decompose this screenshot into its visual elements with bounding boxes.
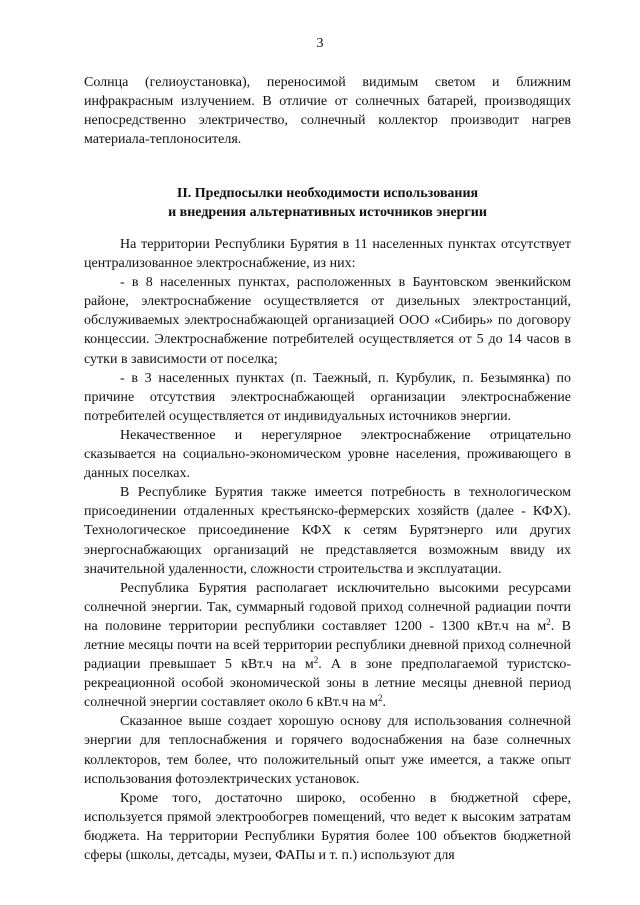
- paragraph: На территории Республики Бурятия в 11 населенных пунктах отсутствует централизованное электроснабжение, из них:: [84, 237, 571, 272]
- solar-text-part-1: Республика Бурятия располагает исключительно высокими ресурсами солнечной энергии. Так, суммарный годовой приход солнечной радиации почти на половине территории республики составляет 1200 - 1300 кВт.ч на м: [84, 580, 571, 634]
- solar-text-part-2: . В летние месяцы почти на всей территории республики дневной приход солнечной радиации превышает 5 кВт.ч на м: [84, 618, 571, 673]
- body-block: [84, 235, 571, 865]
- section-heading: [84, 184, 571, 222]
- solar-paragraph: [84, 579, 571, 713]
- paragraph: Кроме того, достаточно широко, особенно в бюджетной сфере, используется прямой электрообогрев помещений, что ведет к высоким затратам бюджета. На территории Республики Бурятия более 100 объектов бюджетной сферы (школы, детсады, музеи, ФАПы и т. п.) используют для: [84, 790, 571, 863]
- intro-paragraph: Солнца (гелиоустановка), переносимой видимым светом и ближним инфракрасным излучением. В отличие от солнечных батарей, производящих непосредственно электричество, солнечный коллектор производит нагрев материала-теплоносителя.: [84, 75, 571, 148]
- solar-text-part-4: .: [382, 695, 387, 711]
- superscript: 2: [378, 693, 383, 704]
- paragraph: В Республике Бурятия также имеется потребность в технологическом присоединении отдаленных крестьянско-фермерских хозяйств (далее - КФХ). Технологическое присоединение КФХ к сетям Бурятэнерго или других энергоснабжающих организаций не представляется возможным ввиду их значительной удаленности, сложности строительства и эксплуатации.: [84, 485, 571, 577]
- paragraph: - в 3 населенных пунктах (п. Таежный, п. Курбулик, п. Безымянка) по причине отсутствия электроснабжающей организации электроснабжение потребителей осуществляется от индивидуальных источников энергии.: [84, 370, 571, 424]
- section-title-line-2: и внедрения альтернативных источников энергии: [168, 205, 487, 220]
- section-title-line-1: II. Предпосылки необходимости использования: [176, 186, 479, 201]
- solar-text-part-3: . А в зоне предполагаемой туристско-рекреационной особой экономической зоны в летние месяцы дневной период солнечной энергии составляет около 6 кВт.ч на м: [84, 657, 571, 711]
- paragraph: - в 8 населенных пунктах, расположенных в Баунтовском эвенкийском районе, электроснабжение осуществляется от дизельных электростанций, обслуживаемых электроснабжающей организацией ООО «Сибирь» по договору концессии. Электроснабжение потребителей осуществляется от 5 до 14 часов в сутки в зависимости от поселка;: [84, 275, 571, 367]
- intro-block: [84, 73, 571, 149]
- page-number: 3: [316, 36, 324, 51]
- paragraph: Сказанное выше создает хорошую основу для использования солнечной энергии для теплоснабжения и горячего водоснабжения на базе солнечных коллекторов, тем более, что положительный опыт уже имеется, а также опыт использования фотоэлектрических установок.: [84, 714, 571, 787]
- superscript: 2: [313, 655, 319, 666]
- paragraph: Некачественное и нерегулярное электроснабжение отрицательно сказывается на социально-экономическом уровне населения, проживающего в данных поселках.: [84, 427, 571, 482]
- superscript: 2: [546, 616, 551, 627]
